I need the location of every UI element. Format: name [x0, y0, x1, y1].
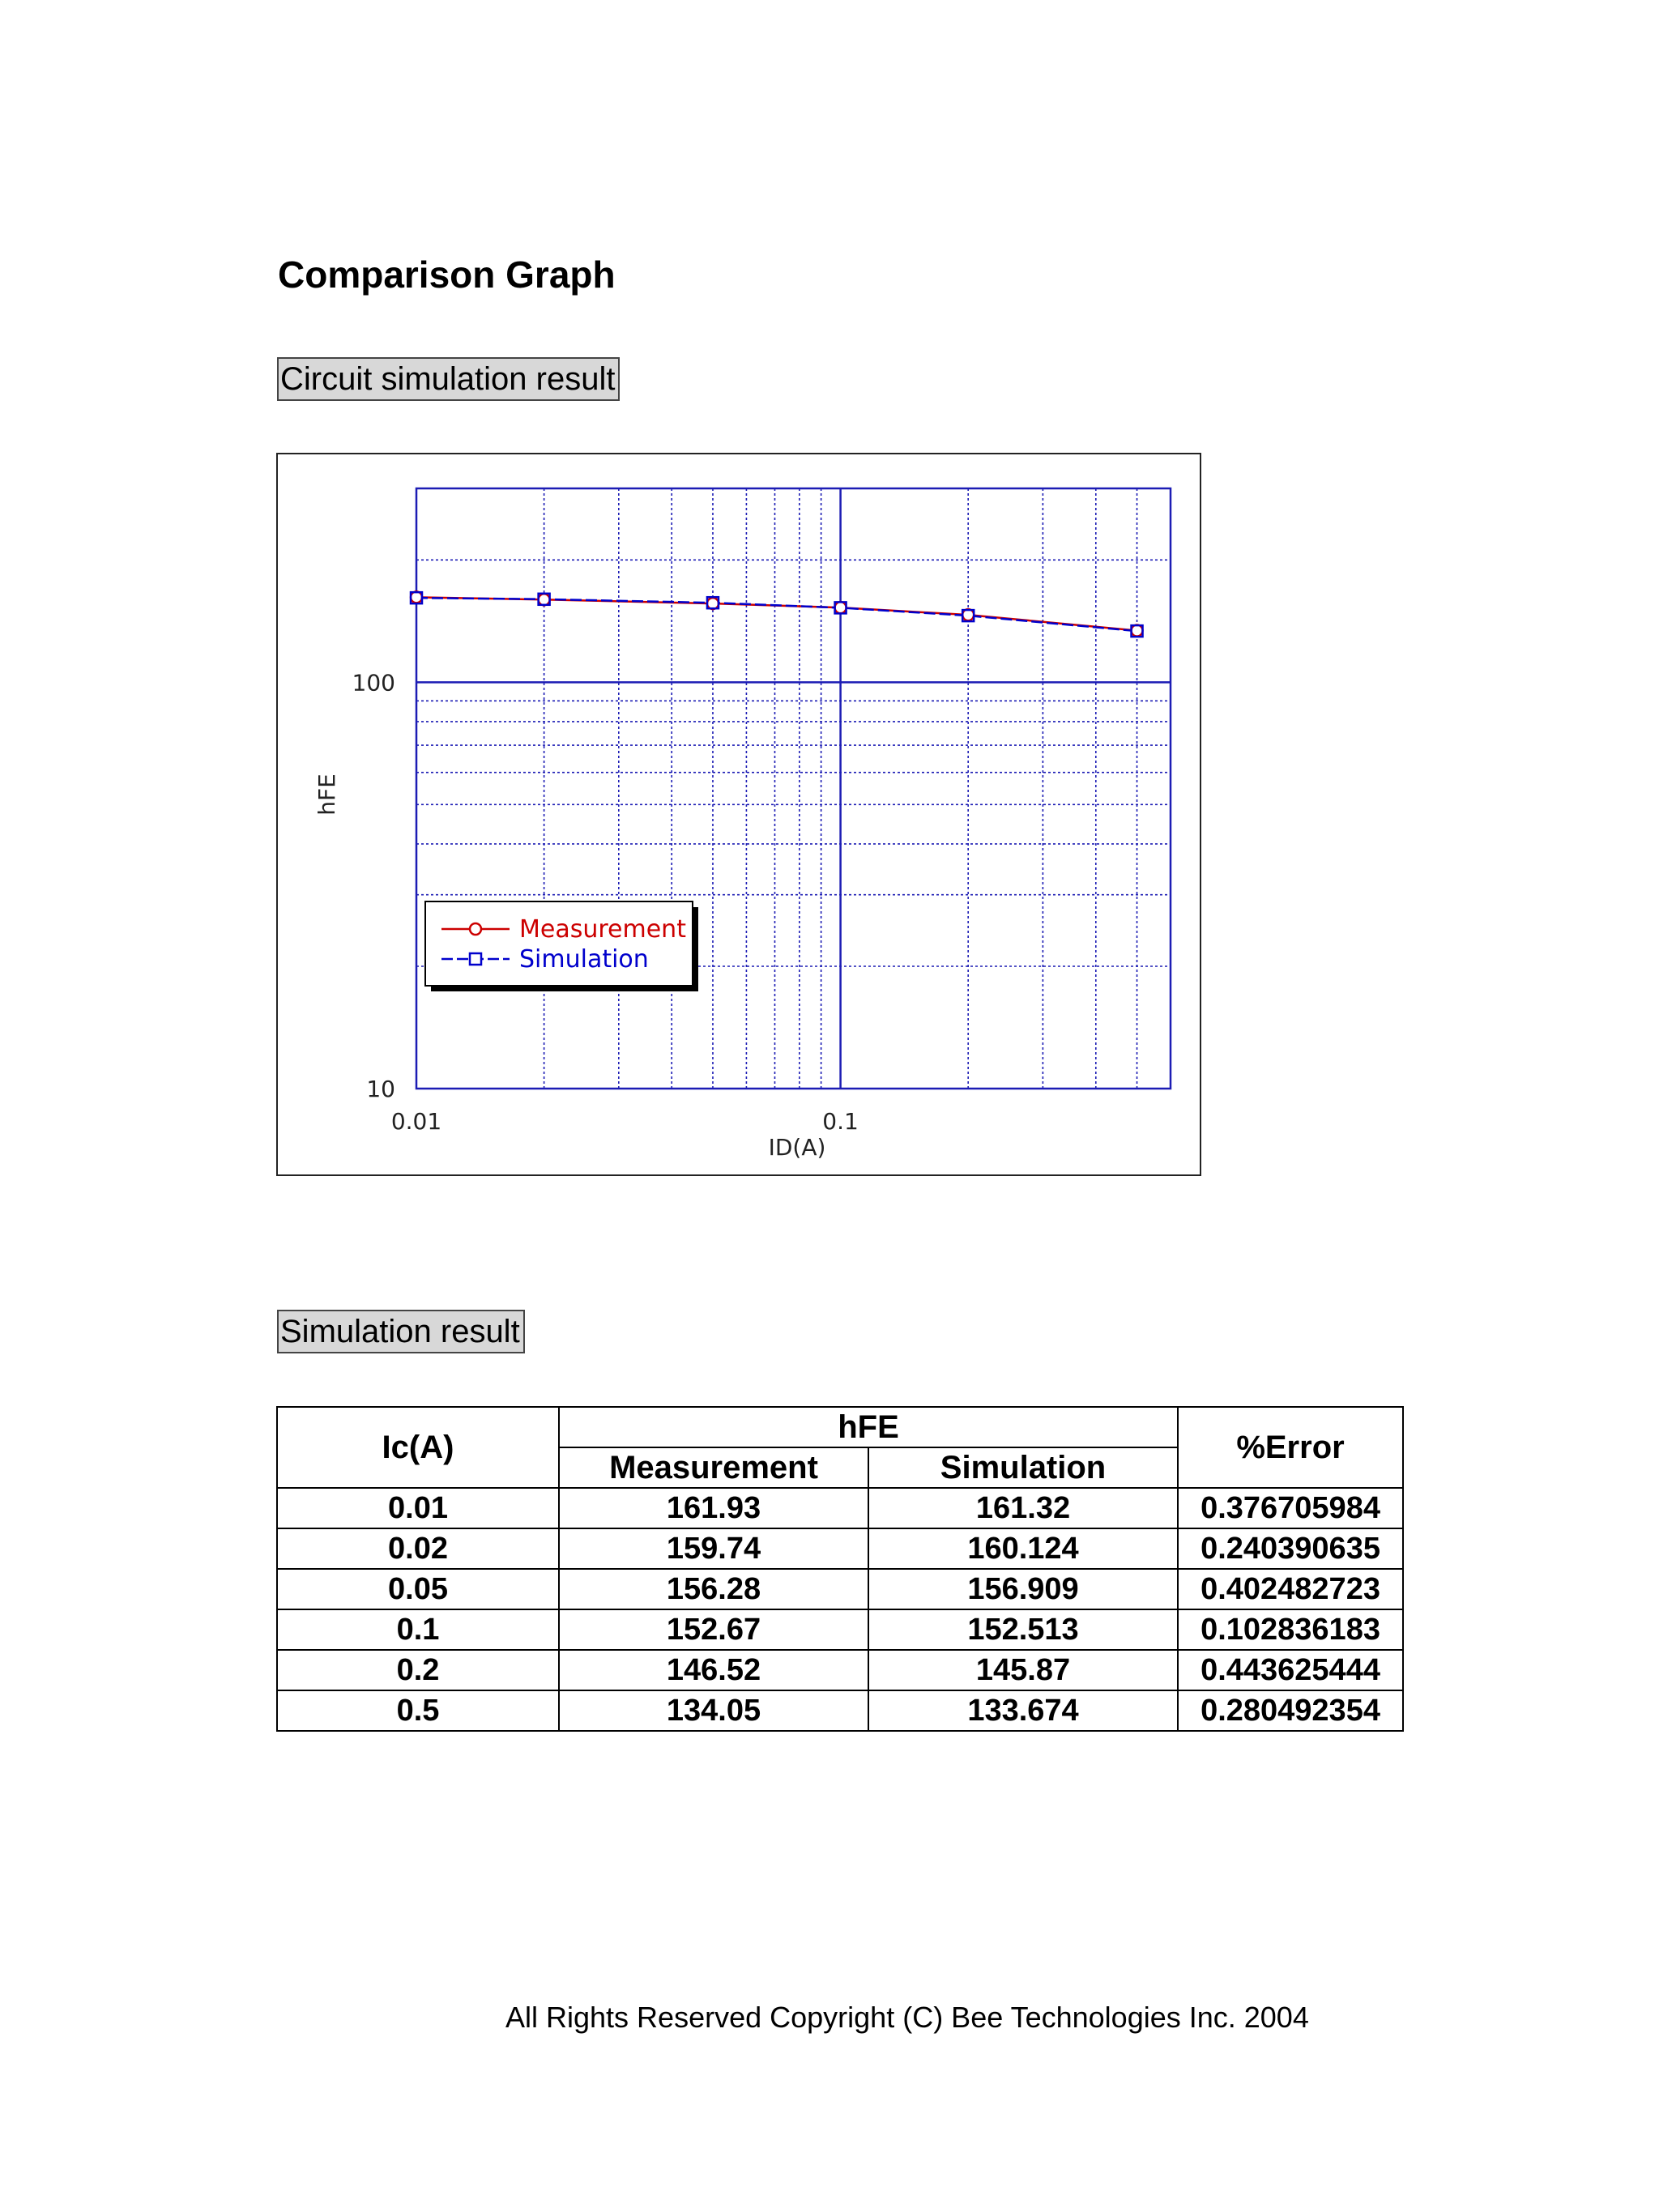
cell-error: 0.240390635	[1178, 1528, 1403, 1569]
y-tick-label: 10	[366, 1076, 395, 1102]
cell-measurement: 159.74	[559, 1528, 868, 1569]
cell-ic: 0.02	[277, 1528, 559, 1569]
col-simulation-header: Simulation	[868, 1447, 1178, 1488]
col-error-header: %Error	[1178, 1407, 1403, 1488]
cell-measurement: 146.52	[559, 1650, 868, 1690]
table-row	[277, 1528, 1403, 1569]
cell-simulation: 133.674	[868, 1690, 1178, 1731]
cell-error: 0.376705984	[1178, 1488, 1403, 1528]
x-axis-label: ID(A)	[768, 1134, 826, 1161]
cell-error: 0.402482723	[1178, 1569, 1403, 1609]
legend-marker-square	[470, 953, 481, 965]
hfe-chart-svg	[278, 454, 1200, 1174]
cell-measurement: 134.05	[559, 1690, 868, 1731]
cell-measurement: 161.93	[559, 1488, 868, 1528]
table-row	[277, 1569, 1403, 1609]
col-ic-header: Ic(A)	[277, 1407, 559, 1488]
cell-measurement: 152.67	[559, 1609, 868, 1650]
measurement-point	[1132, 625, 1143, 637]
legend-marker-circle	[470, 923, 481, 935]
cell-error: 0.443625444	[1178, 1650, 1403, 1690]
col-measurement-header: Measurement	[559, 1447, 868, 1488]
table-row	[277, 1488, 1403, 1528]
measurement-point	[539, 594, 550, 605]
cell-simulation: 156.909	[868, 1569, 1178, 1609]
results-table	[276, 1406, 1404, 1732]
col-hfe-header: hFE	[559, 1407, 1178, 1447]
chart-series	[411, 591, 1143, 637]
measurement-point	[835, 602, 847, 613]
copyright-footer: All Rights Reserved Copyright (C) Bee Technologies Inc. 2004	[505, 2001, 1309, 2034]
legend-label-measurement: Measurement	[519, 915, 686, 944]
table-row	[277, 1650, 1403, 1690]
hfe-chart	[276, 453, 1201, 1176]
cell-error: 0.102836183	[1178, 1609, 1403, 1650]
chart-grid	[416, 488, 1171, 1089]
cell-simulation: 152.513	[868, 1609, 1178, 1650]
table-row	[277, 1690, 1403, 1731]
legend-label-simulation: Simulation	[519, 945, 649, 974]
measurement-point	[411, 591, 422, 603]
x-tick-label: 0.1	[822, 1108, 859, 1135]
chart-legend	[425, 901, 698, 991]
table-row	[277, 1609, 1403, 1650]
cell-ic: 0.2	[277, 1650, 559, 1690]
y-tick-label: 100	[352, 669, 395, 697]
cell-measurement: 156.28	[559, 1569, 868, 1609]
series-line-simulation	[416, 598, 1137, 631]
x-tick-label: 0.01	[390, 1108, 442, 1135]
cell-ic: 0.5	[277, 1690, 559, 1731]
simulation-result-label: Simulation result	[277, 1310, 525, 1353]
plot-area-border	[416, 488, 1171, 1089]
cell-ic: 0.05	[277, 1569, 559, 1609]
page-title: Comparison Graph	[278, 254, 616, 296]
cell-ic: 0.01	[277, 1488, 559, 1528]
cell-ic: 0.1	[277, 1609, 559, 1650]
cell-simulation: 160.124	[868, 1528, 1178, 1569]
series-line-measurement	[416, 597, 1137, 630]
y-axis-label: hFE	[313, 774, 340, 816]
circuit-simulation-label: Circuit simulation result	[277, 357, 620, 401]
cell-simulation: 145.87	[868, 1650, 1178, 1690]
cell-simulation: 161.32	[868, 1488, 1178, 1528]
cell-error: 0.280492354	[1178, 1690, 1403, 1731]
